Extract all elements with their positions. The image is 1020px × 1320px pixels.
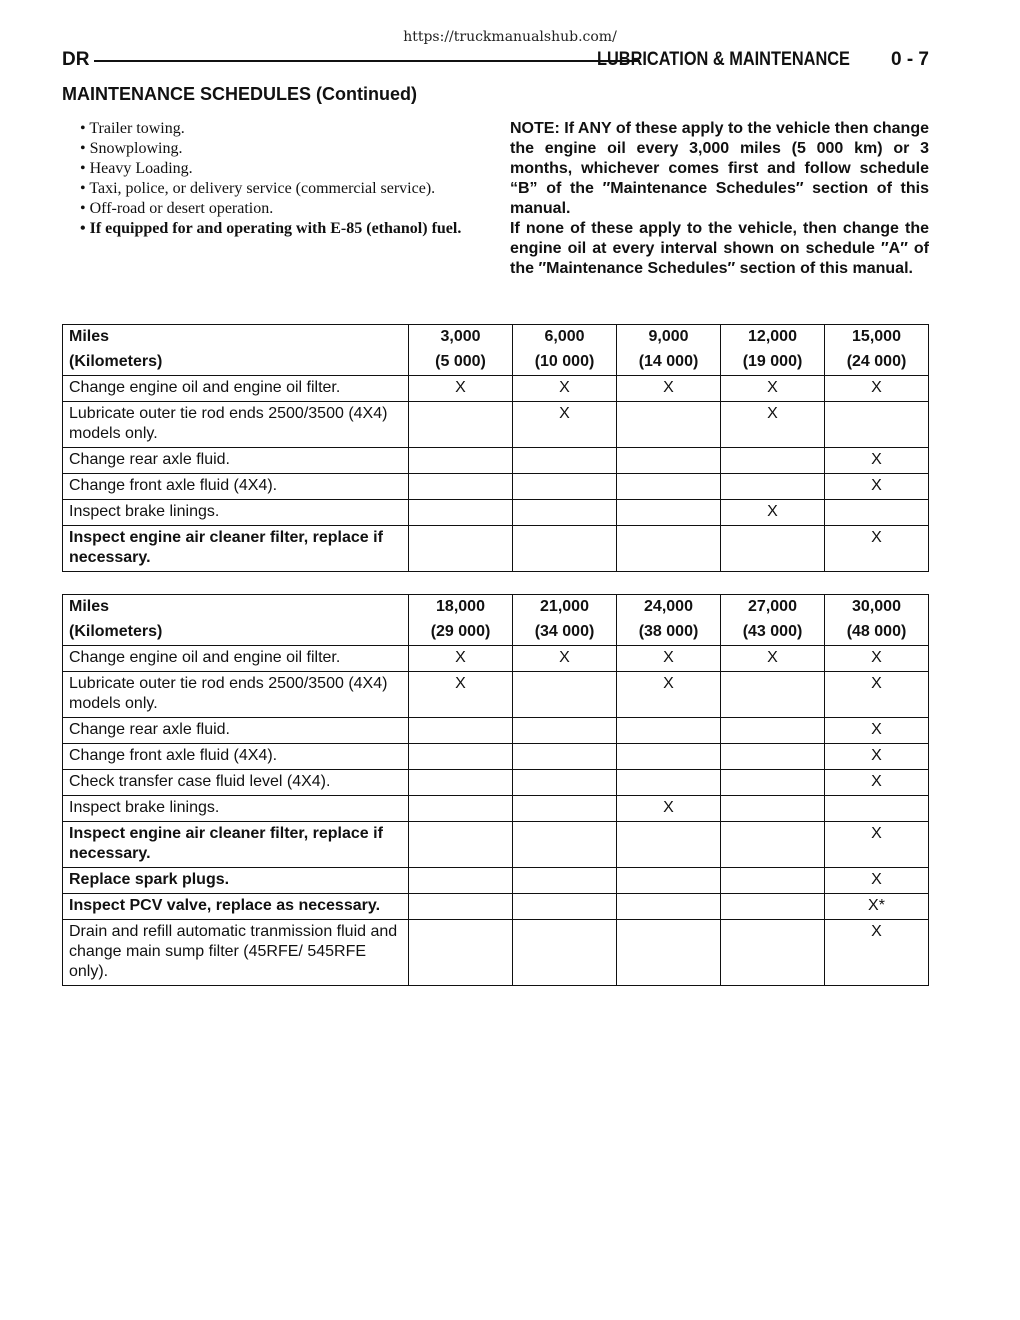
table-row — [63, 796, 929, 822]
miles-value: 27,000 — [721, 595, 825, 621]
task-cell: Inspect brake linings. — [63, 796, 409, 822]
table-row — [63, 894, 929, 920]
table-row — [63, 474, 929, 500]
list-item: • Snowplowing. — [80, 140, 183, 157]
mark-cell: X — [825, 770, 929, 796]
table-row — [63, 448, 929, 474]
miles-value: 3,000 — [409, 325, 513, 351]
mark-cell — [513, 770, 617, 796]
mark-cell — [721, 744, 825, 770]
mark-cell — [721, 894, 825, 920]
mark-cell: X — [825, 920, 929, 986]
header-section-code: DR — [62, 49, 90, 70]
table-row — [63, 718, 929, 744]
miles-value: 18,000 — [409, 595, 513, 621]
task-cell: Check transfer case fluid level (4X4). — [63, 770, 409, 796]
table-row — [63, 500, 929, 526]
km-value: (24 000) — [825, 350, 929, 376]
mark-cell — [513, 500, 617, 526]
mark-cell: X — [513, 402, 617, 448]
mark-cell — [513, 894, 617, 920]
km-value: (34 000) — [513, 620, 617, 646]
mark-cell — [513, 920, 617, 986]
page-number: 0 - 7 — [890, 49, 929, 70]
note-block — [510, 119, 929, 279]
mark-cell: X — [721, 402, 825, 448]
list-item: • Off-road or desert operation. — [80, 200, 274, 217]
mark-cell — [409, 868, 513, 894]
mark-cell: X — [825, 672, 929, 718]
note-paragraph: NOTE: If ANY of these apply to the vehicle then change the engine oil every 3,000 miles (5 000 km) or 3 months, whichever comes first and follow schedule “B” of the ″Maintenance Schedules″ section of this manual. — [510, 120, 929, 217]
mark-cell: X — [825, 718, 929, 744]
table-header-row — [63, 620, 929, 646]
km-value: (10 000) — [513, 350, 617, 376]
task-cell: Inspect PCV valve, replace as necessary. — [63, 894, 409, 920]
section-title: MAINTENANCE SCHEDULES (Continued) — [62, 84, 417, 104]
list-item: • If equipped for and operating with E-85 (ethanol) fuel. — [80, 220, 462, 237]
mark-cell — [721, 770, 825, 796]
mark-cell — [721, 920, 825, 986]
mark-cell — [617, 822, 721, 868]
mark-cell: X — [721, 646, 825, 672]
task-cell: Inspect brake linings. — [63, 500, 409, 526]
mark-cell: X — [513, 646, 617, 672]
mark-cell — [409, 796, 513, 822]
mark-cell — [513, 474, 617, 500]
table-row — [63, 646, 929, 672]
task-cell: Lubricate outer tie rod ends 2500/3500 (4X4) models only. — [63, 672, 409, 718]
mark-cell — [721, 796, 825, 822]
header-rule — [94, 60, 640, 62]
mark-cell — [721, 822, 825, 868]
mark-cell — [409, 448, 513, 474]
table-row — [63, 526, 929, 572]
km-value: (43 000) — [721, 620, 825, 646]
list-item: • Taxi, police, or delivery service (commercial service). — [80, 180, 436, 197]
table-row — [63, 402, 929, 448]
table-row — [63, 868, 929, 894]
mark-cell: X — [617, 646, 721, 672]
km-value: (38 000) — [617, 620, 721, 646]
table-header-row — [63, 595, 929, 621]
mark-cell — [721, 474, 825, 500]
header-title: LUBRICATION & MAINTENANCE — [597, 49, 850, 70]
source-url: https://truckmanualshub.com/ — [403, 29, 617, 45]
table-header-row — [63, 325, 929, 351]
task-cell: Change engine oil and engine oil filter. — [63, 376, 409, 402]
mark-cell — [409, 894, 513, 920]
mark-cell — [409, 402, 513, 448]
mark-cell — [721, 718, 825, 744]
mark-cell — [409, 474, 513, 500]
mark-cell — [617, 718, 721, 744]
mark-cell — [825, 402, 929, 448]
miles-value: 12,000 — [721, 325, 825, 351]
mark-cell — [513, 526, 617, 572]
task-cell: Change front axle fluid (4X4). — [63, 744, 409, 770]
mark-cell — [721, 448, 825, 474]
mark-cell: X — [617, 796, 721, 822]
schedule-table-1 — [62, 324, 929, 572]
mark-cell: X — [617, 376, 721, 402]
mark-cell — [409, 822, 513, 868]
table-row — [63, 920, 929, 986]
table-row — [63, 822, 929, 868]
task-cell: Inspect engine air cleaner filter, replace if necessary. — [63, 526, 409, 572]
miles-value: 24,000 — [617, 595, 721, 621]
mark-cell — [721, 526, 825, 572]
mark-cell — [825, 796, 929, 822]
mark-cell — [617, 474, 721, 500]
mark-cell — [617, 770, 721, 796]
mark-cell: X — [721, 376, 825, 402]
mark-cell — [513, 672, 617, 718]
mark-cell — [513, 796, 617, 822]
mark-cell: X — [825, 744, 929, 770]
conditions-list — [62, 119, 480, 239]
mark-cell: X — [825, 868, 929, 894]
table-header-row — [63, 350, 929, 376]
mark-cell: X — [825, 376, 929, 402]
mark-cell: X* — [825, 894, 929, 920]
mark-cell — [617, 526, 721, 572]
mark-cell — [617, 894, 721, 920]
mark-cell: X — [409, 376, 513, 402]
mark-cell — [409, 770, 513, 796]
miles-value: 30,000 — [825, 595, 929, 621]
task-cell: Drain and refill automatic tranmission fluid and change main sump filter (45RFE/ 545RFE only). — [63, 920, 409, 986]
mark-cell — [825, 500, 929, 526]
miles-value: 15,000 — [825, 325, 929, 351]
mark-cell: X — [617, 672, 721, 718]
mark-cell — [409, 920, 513, 986]
schedule-table-2 — [62, 594, 929, 986]
list-item: • Trailer towing. — [80, 120, 185, 137]
mark-cell — [513, 868, 617, 894]
mark-cell — [409, 526, 513, 572]
mark-cell — [513, 448, 617, 474]
miles-value: 21,000 — [513, 595, 617, 621]
km-label: (Kilometers) — [63, 350, 409, 376]
mark-cell — [617, 744, 721, 770]
mark-cell — [409, 718, 513, 744]
miles-value: 9,000 — [617, 325, 721, 351]
mark-cell: X — [409, 646, 513, 672]
mark-cell — [617, 868, 721, 894]
mark-cell — [617, 920, 721, 986]
mark-cell: X — [825, 448, 929, 474]
table-row — [63, 376, 929, 402]
task-cell: Replace spark plugs. — [63, 868, 409, 894]
table-row — [63, 770, 929, 796]
mark-cell: X — [825, 646, 929, 672]
task-cell: Lubricate outer tie rod ends 2500/3500 (4X4) models only. — [63, 402, 409, 448]
mark-cell: X — [825, 822, 929, 868]
task-cell: Inspect engine air cleaner filter, replace if necessary. — [63, 822, 409, 868]
task-cell: Change rear axle fluid. — [63, 448, 409, 474]
km-value: (14 000) — [617, 350, 721, 376]
miles-label: Miles — [63, 325, 409, 351]
mark-cell — [721, 672, 825, 718]
km-value: (19 000) — [721, 350, 825, 376]
mark-cell — [721, 868, 825, 894]
mark-cell — [617, 448, 721, 474]
km-value: (5 000) — [409, 350, 513, 376]
km-value: (29 000) — [409, 620, 513, 646]
task-cell: Change engine oil and engine oil filter. — [63, 646, 409, 672]
table-row — [63, 744, 929, 770]
note-paragraph: If none of these apply to the vehicle, then change the engine oil at every interval shown on schedule ″A″ of the ″Maintenance Schedules″ section of this manual. — [510, 220, 929, 277]
running-header — [62, 49, 929, 73]
mark-cell — [409, 744, 513, 770]
mark-cell — [617, 500, 721, 526]
task-cell: Change front axle fluid (4X4). — [63, 474, 409, 500]
list-item: • Heavy Loading. — [80, 160, 193, 177]
mark-cell — [617, 402, 721, 448]
miles-value: 6,000 — [513, 325, 617, 351]
table-row — [63, 672, 929, 718]
mark-cell: X — [825, 526, 929, 572]
mark-cell — [513, 744, 617, 770]
mark-cell: X — [721, 500, 825, 526]
mark-cell — [409, 500, 513, 526]
mark-cell: X — [825, 474, 929, 500]
km-label: (Kilometers) — [63, 620, 409, 646]
mark-cell — [513, 822, 617, 868]
km-value: (48 000) — [825, 620, 929, 646]
task-cell: Change rear axle fluid. — [63, 718, 409, 744]
mark-cell: X — [409, 672, 513, 718]
miles-label: Miles — [63, 595, 409, 621]
mark-cell: X — [513, 376, 617, 402]
mark-cell — [513, 718, 617, 744]
